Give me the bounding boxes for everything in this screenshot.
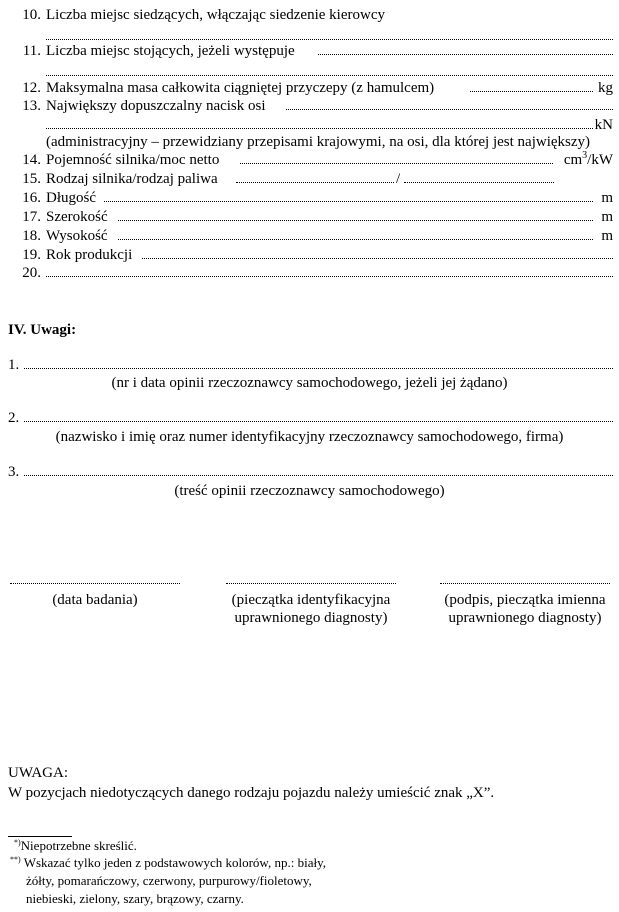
field-row-19 xyxy=(0,247,619,265)
field-label: Liczba miejsc siedzących, włączając siedzenie kierowcy xyxy=(46,7,385,23)
footnote-1 xyxy=(14,838,137,854)
footnote-mark: *) xyxy=(14,838,21,847)
field-number: 16. xyxy=(22,190,41,206)
field-label: Długość xyxy=(46,190,96,206)
footnote-rule xyxy=(8,836,72,837)
signature-line-stamp[interactable] xyxy=(226,583,396,584)
field-number: 20. xyxy=(22,265,41,281)
fill-line[interactable] xyxy=(404,182,554,183)
signature-caption-date: (data badania) xyxy=(52,592,138,608)
unit-label: kN xyxy=(594,117,613,133)
field-13-note: (administracyjny – przewidziany przepisami krajowymi, na osi, dla której jest największy) xyxy=(46,134,591,150)
field-row-14 xyxy=(0,152,619,170)
field-number: 14. xyxy=(22,152,41,168)
remark-caption: (nazwisko i imię oraz numer identyfikacyjny rzeczoznawcy samochodowego, firma) xyxy=(55,429,564,445)
field-row-16 xyxy=(0,190,619,208)
remark-number: 3. xyxy=(8,464,20,480)
unit-label: m xyxy=(601,190,613,206)
field-number: 19. xyxy=(22,247,41,263)
field-number: 11. xyxy=(22,43,41,59)
field-number: 10. xyxy=(22,7,41,23)
field-label: Maksymalna masa całkowita ciągniętej przyczepy (z hamulcem) xyxy=(46,80,435,96)
signature-line-signature[interactable] xyxy=(440,583,610,584)
field-row-10 xyxy=(0,7,619,25)
signature-caption-signature: (podpis, pieczątka imienna xyxy=(444,592,606,608)
field-label: Wysokość xyxy=(46,228,108,244)
field-number: 12. xyxy=(22,80,41,96)
field-row-18 xyxy=(0,228,619,246)
separator: / xyxy=(396,171,401,187)
fill-line[interactable] xyxy=(46,128,593,129)
field-row-12 xyxy=(0,80,619,98)
field-label: Pojemność silnika/moc netto xyxy=(46,152,220,168)
remark-number: 2. xyxy=(8,410,20,426)
remark-3 xyxy=(0,464,619,482)
section-heading: IV. Uwagi: xyxy=(8,322,77,338)
field-label: Szerokość xyxy=(46,209,108,225)
unit-label: $cm^3/kW$ xyxy=(563,150,613,168)
field-number: 18. xyxy=(22,228,41,244)
note-text: W pozycjach niedotyczących danego rodzaju pojazdu należy umieścić znak „X”. xyxy=(8,785,495,801)
fill-line[interactable] xyxy=(236,182,394,183)
unit-label: m xyxy=(601,228,613,244)
field-number: 15. xyxy=(22,171,41,187)
footnote-2 xyxy=(10,855,326,871)
field-number: 13. xyxy=(22,98,41,114)
fill-line[interactable] xyxy=(240,163,553,164)
field-label: Największy dopuszczalny nacisk osi xyxy=(46,98,266,114)
footnote-2-line3: niebieski, zielony, szary, brązowy, czarny. xyxy=(26,891,244,906)
footnote-text: Wskazać tylko jeden z podstawowych kolorów, np.: biały, xyxy=(23,855,326,870)
fill-line[interactable] xyxy=(46,39,613,40)
fill-line[interactable] xyxy=(46,75,613,76)
unit-label: m xyxy=(601,209,613,225)
field-row-13-line2 xyxy=(0,117,619,135)
field-row-15 xyxy=(0,171,619,189)
signature-caption-signature-2: uprawnionego diagnosty) xyxy=(448,610,602,626)
fill-line[interactable] xyxy=(104,201,593,202)
field-row-11 xyxy=(0,43,619,61)
remark-2 xyxy=(0,410,619,428)
field-row-20 xyxy=(0,265,619,283)
fill-line[interactable] xyxy=(118,220,593,221)
field-row-13 xyxy=(0,98,619,116)
note-title: UWAGA: xyxy=(8,765,68,781)
remark-1 xyxy=(0,357,619,375)
signature-caption-stamp-2: uprawnionego diagnosty) xyxy=(234,610,388,626)
fill-line[interactable] xyxy=(24,475,613,476)
remark-caption: (treść opinii rzeczoznawcy samochodowego) xyxy=(174,483,445,499)
footnote-mark: **) xyxy=(10,855,21,864)
fill-line[interactable] xyxy=(142,258,613,259)
remark-caption: (nr i data opinii rzeczoznawcy samochodowego, jeżeli jej żądano) xyxy=(111,375,508,391)
fill-line[interactable] xyxy=(46,276,613,277)
fill-line[interactable] xyxy=(318,54,613,55)
unit-label: kg xyxy=(598,80,613,96)
field-label: Liczba miejsc stojących, jeżeli występuje xyxy=(46,43,295,59)
fill-line[interactable] xyxy=(118,239,593,240)
fill-line[interactable] xyxy=(286,109,613,110)
footnote-text: Niepotrzebne skreślić. xyxy=(20,838,137,853)
fill-line[interactable] xyxy=(24,368,613,369)
field-row-17 xyxy=(0,209,619,227)
remark-number: 1. xyxy=(8,357,20,373)
signature-line-date[interactable] xyxy=(10,583,180,584)
fill-line[interactable] xyxy=(24,421,613,422)
field-label: Rok produkcji xyxy=(46,247,133,263)
field-number: 17. xyxy=(22,209,41,225)
footnote-2-line2: żółty, pomarańczowy, czerwony, purpurowy/fioletowy, xyxy=(26,873,312,888)
fill-line[interactable] xyxy=(470,91,593,92)
signature-caption-stamp: (pieczątka identyfikacyjna xyxy=(231,592,391,608)
field-label: Rodzaj silnika/rodzaj paliwa xyxy=(46,171,218,187)
